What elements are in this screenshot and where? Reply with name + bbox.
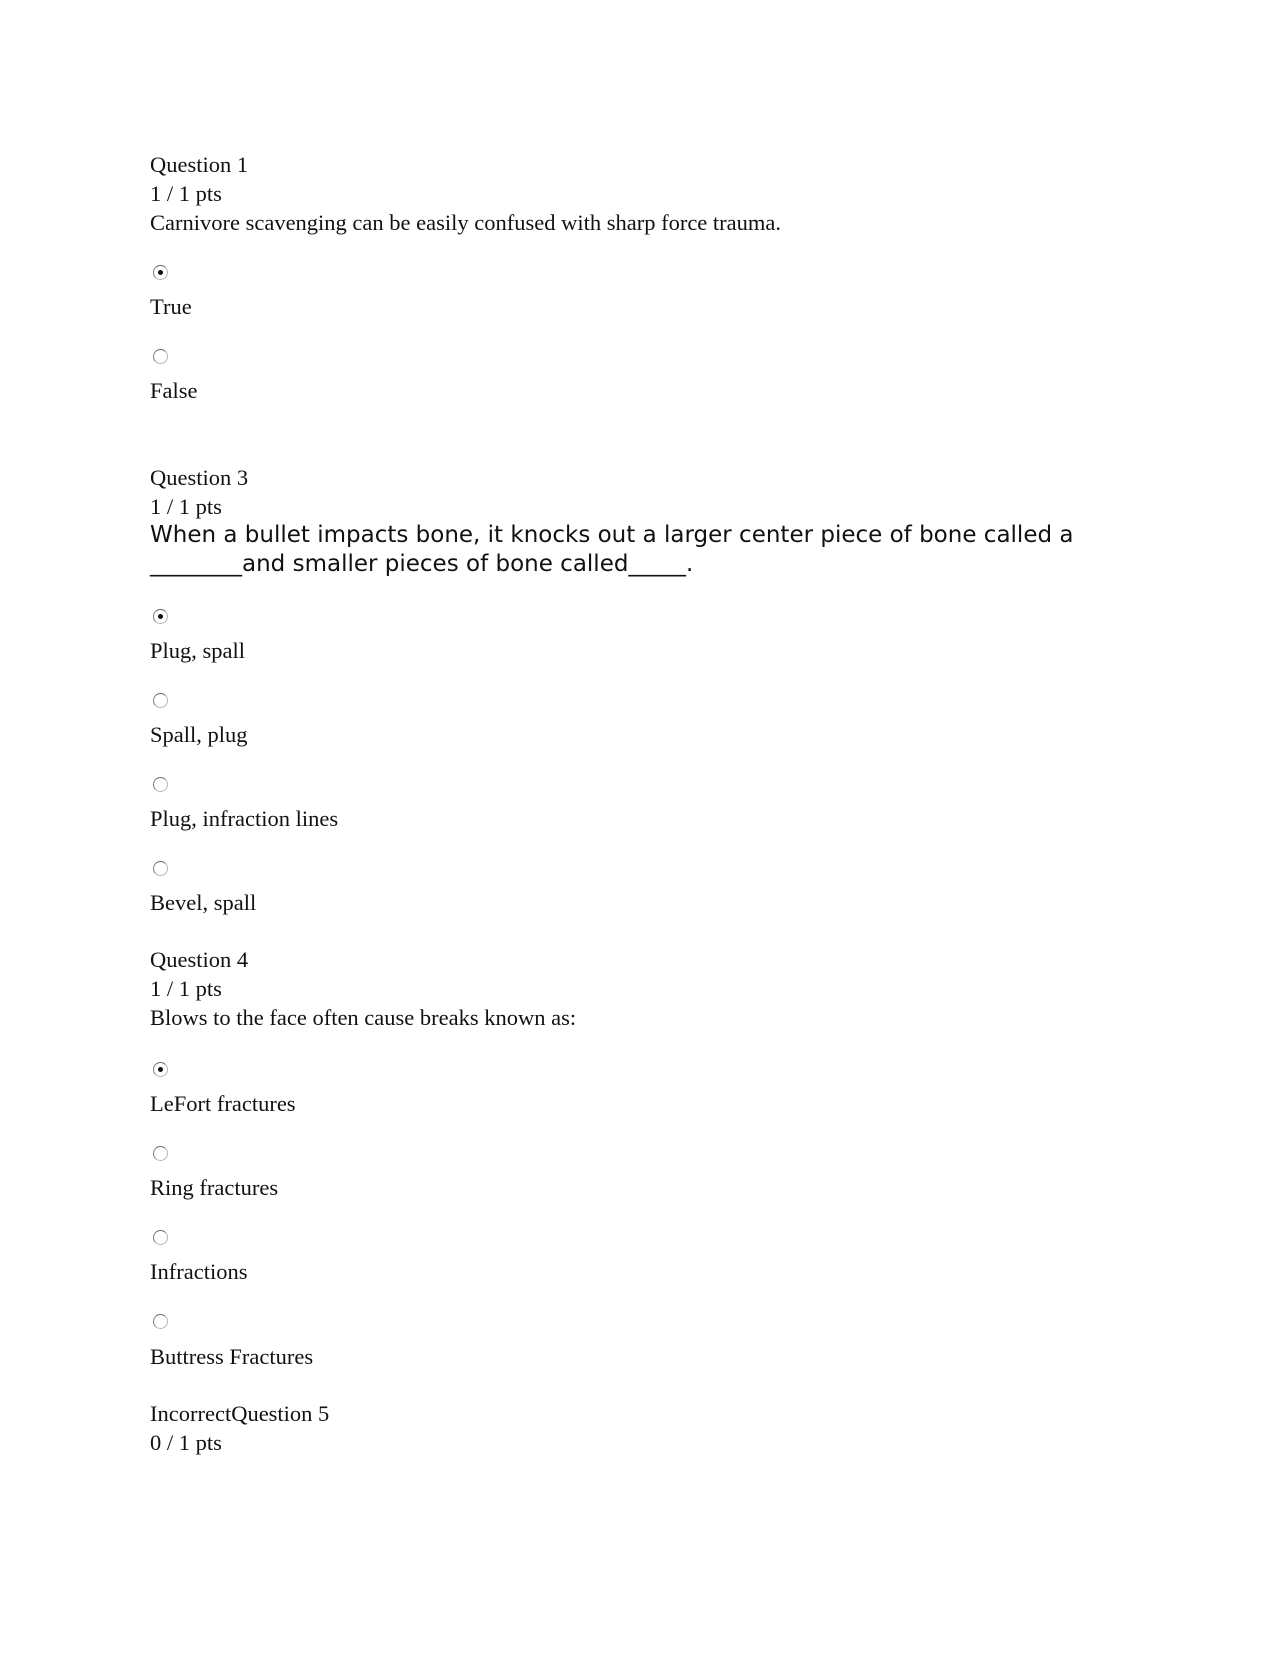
question-points: 1 / 1 pts <box>150 181 222 206</box>
option-label-false: False <box>150 378 198 403</box>
question-points: 1 / 1 pts <box>150 494 222 519</box>
question-text: Carnivore scavenging can be easily confused with sharp force trauma. <box>150 210 782 235</box>
radio-button-lefort-fractures[interactable] <box>153 1062 168 1077</box>
question-title: Question 3 <box>150 465 249 490</box>
option-label-bevel-spall: Bevel, spall <box>150 890 257 915</box>
radio-button-buttress-fractures[interactable] <box>153 1314 168 1329</box>
option-label-plug-spall: Plug, spall <box>150 638 246 663</box>
question-points: 0 / 1 pts <box>150 1430 222 1455</box>
question-block-3 <box>150 463 1160 579</box>
radio-button-ring-fractures[interactable] <box>153 1146 168 1161</box>
question-title: IncorrectQuestion 5 <box>150 1401 330 1426</box>
radio-button-true[interactable] <box>153 265 168 280</box>
option-label-buttress-fractures: Buttress Fractures <box>150 1344 314 1369</box>
question-block-1 <box>150 150 781 237</box>
radio-button-plug-spall[interactable] <box>153 609 168 624</box>
radio-button-plug-infraction-lines[interactable] <box>153 777 168 792</box>
radio-button-spall-plug[interactable] <box>153 693 168 708</box>
radio-button-infractions[interactable] <box>153 1230 168 1245</box>
option-label-true: True <box>150 294 192 319</box>
question-block-5 <box>150 1399 329 1457</box>
radio-button-bevel-spall[interactable] <box>153 861 168 876</box>
question-text: Blows to the face often cause breaks known as: <box>150 1005 577 1030</box>
radio-button-false[interactable] <box>153 349 168 364</box>
question-text: When a bullet impacts bone, it knocks out a larger center piece of bone called a ________and smaller pieces of bone called_____. <box>150 522 1074 577</box>
question-title: Question 1 <box>150 152 249 177</box>
option-label-spall-plug: Spall, plug <box>150 722 248 747</box>
option-label-infractions: Infractions <box>150 1259 248 1284</box>
option-label-lefort-fractures: LeFort fractures <box>150 1091 296 1116</box>
option-label-plug-infraction-lines: Plug, infraction lines <box>150 806 339 831</box>
option-label-ring-fractures: Ring fractures <box>150 1175 279 1200</box>
question-points: 1 / 1 pts <box>150 976 222 1001</box>
question-title: Question 4 <box>150 947 249 972</box>
question-block-4 <box>150 945 576 1032</box>
